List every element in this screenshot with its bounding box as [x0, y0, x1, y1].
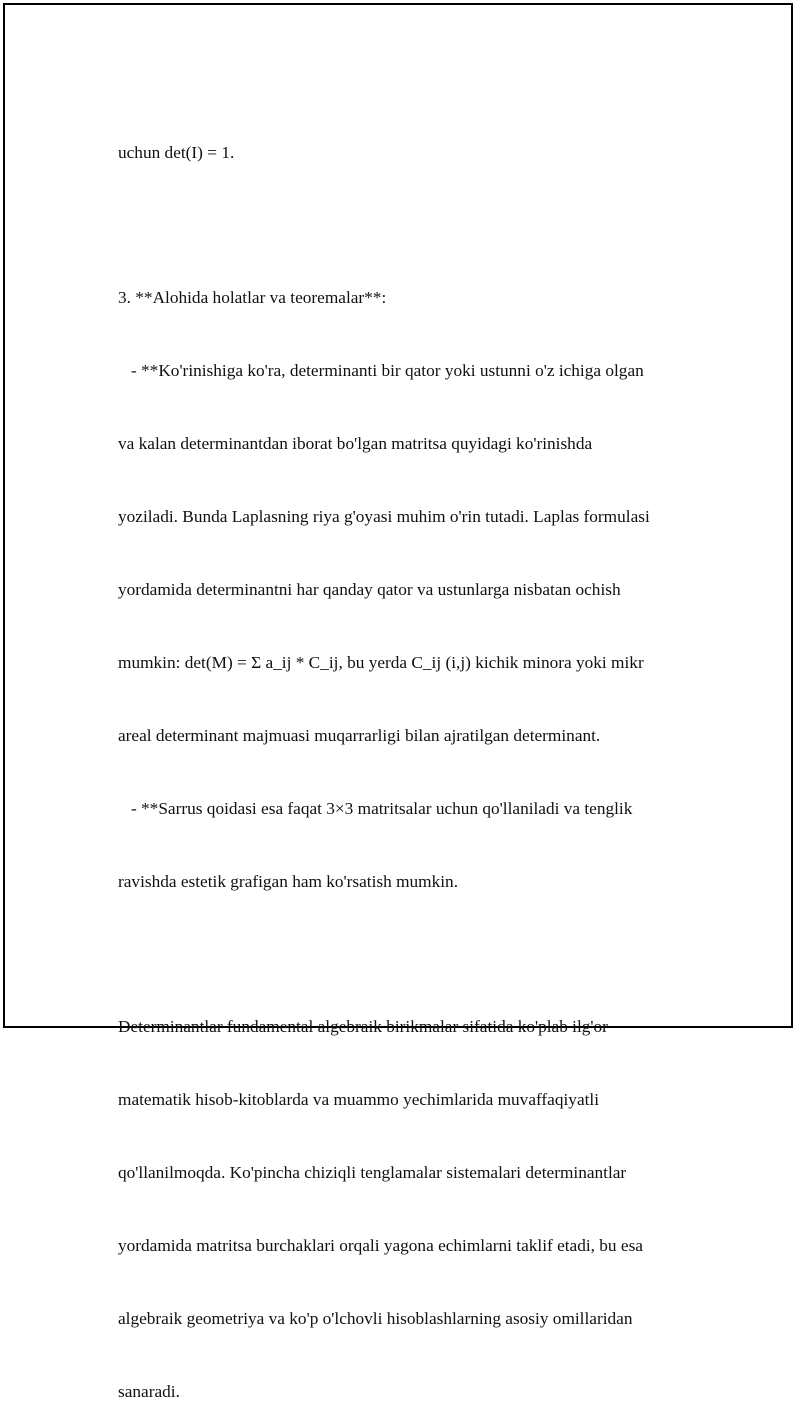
text-line: yordamida determinantni har qanday qator va ustunlarga nisbatan ochish	[118, 579, 621, 599]
text-line: mumkin: det(M) = Σ a_ij * C_ij, bu yerda C_ij (i,j) kichik minora yoki mikr	[118, 652, 644, 672]
text-line: yordamida matritsa burchaklari orqali yagona echimlarni taklif etadi, bu esa	[118, 1235, 643, 1255]
text-line: - **Ko'rinishiga ko'ra, determinanti bir qator yoki ustunni o'z ichiga olgan	[118, 361, 644, 381]
text-line: yoziladi. Bunda Laplasning riya g'oyasi muhim o'rin tutadi. Laplas formulasi	[118, 507, 650, 527]
blank-line	[118, 942, 708, 966]
text-line: qo'llanilmoqda. Ko'pincha chiziqli tenglamalar sistemalari determinantlar	[118, 1163, 627, 1183]
blank-line	[118, 213, 708, 237]
text-line: sanaradi.	[118, 1381, 180, 1401]
text-line: areal determinant majmuasi muqarrarligi bilan ajratilgan determinant.	[118, 725, 601, 745]
text-line: Determinantlar fundamental algebraik birikmalar sifatida ko'plab ilg'or	[118, 1017, 608, 1037]
section-heading: 3. **Alohida holatlar va teoremalar**:	[118, 288, 387, 308]
text-line: algebraik geometriya va ko'p o'lchovli hisoblashlarning asosiy omillaridan	[118, 1308, 633, 1328]
text-line: ravishda estetik grafigan ham ko'rsatish mumkin.	[118, 871, 459, 891]
text-line: uchun det(I) = 1.	[118, 142, 235, 162]
text-line: - **Sarrus qoidasi esa faqat 3×3 matritsalar uchun qo'llaniladi va tenglik	[118, 798, 633, 818]
text-line: va kalan determinantdan iborat bo'lgan matritsa quyidagi ko'rinishda	[118, 434, 593, 454]
text-line: matematik hisob-kitoblarda va muammo yechimlarida muvaffaqiyatli	[118, 1090, 600, 1110]
document-body	[118, 92, 708, 1428]
